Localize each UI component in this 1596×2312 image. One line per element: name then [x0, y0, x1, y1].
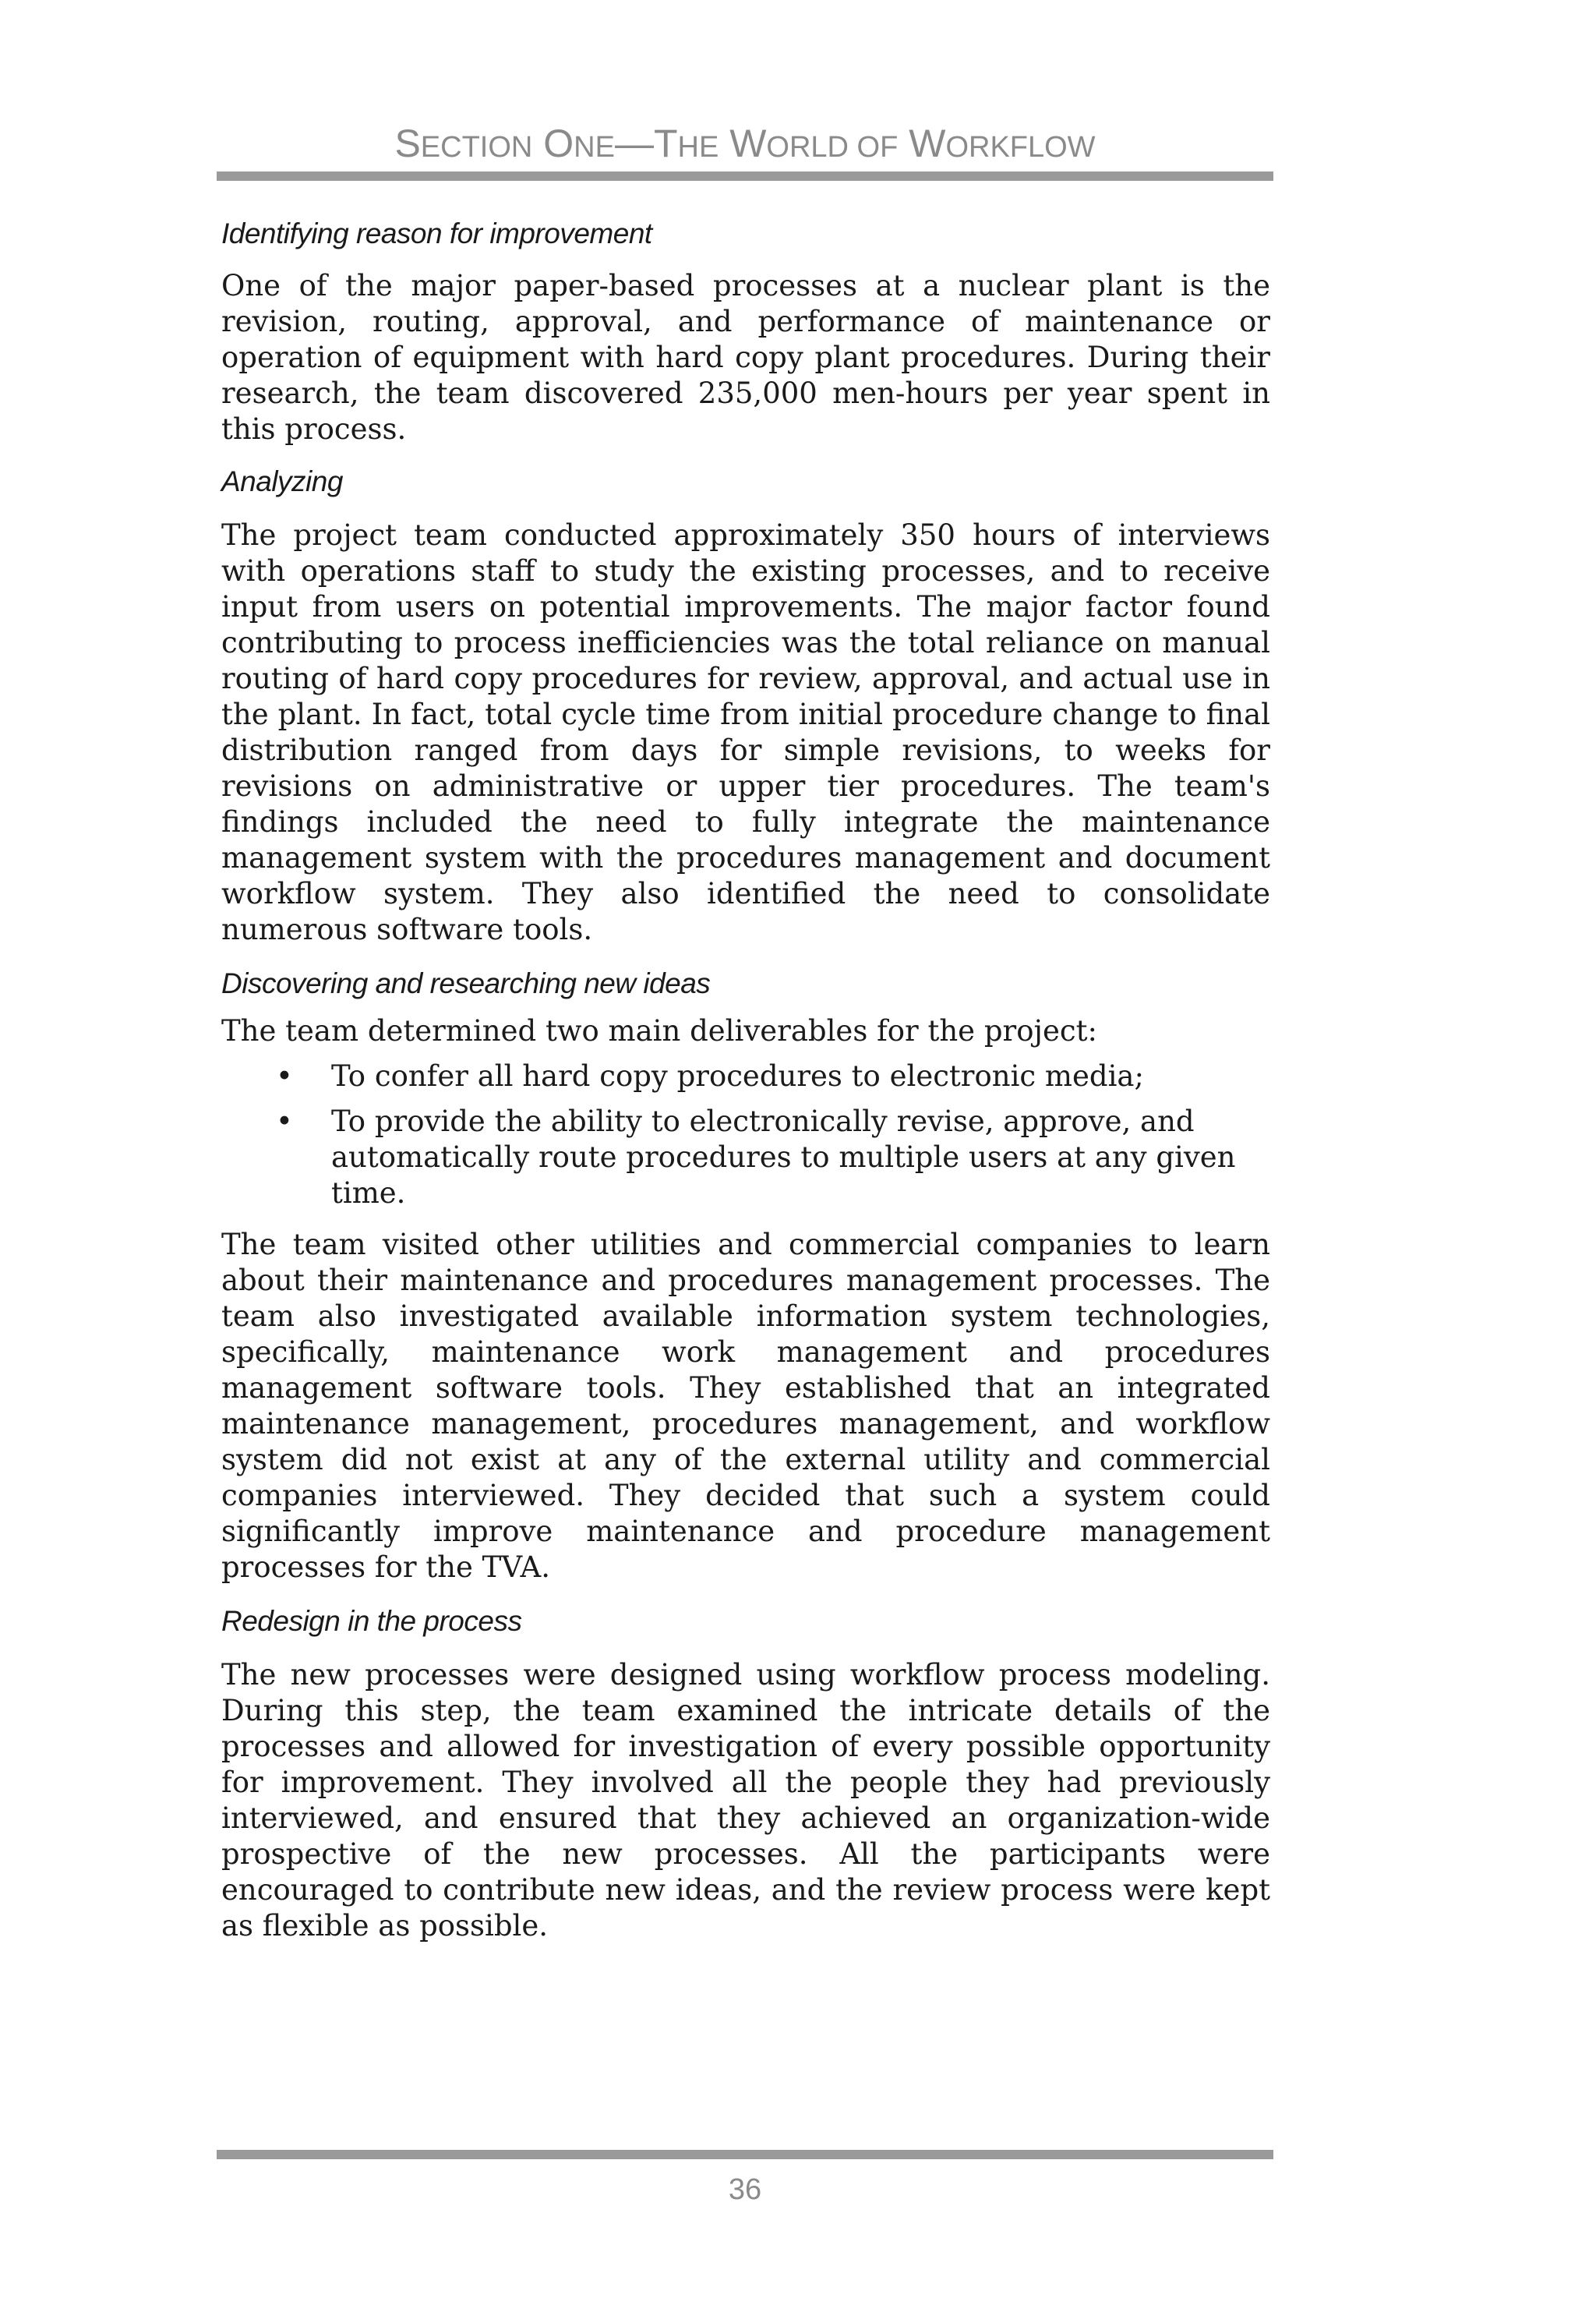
header-cap-o: O [543, 122, 574, 165]
header-text-ection: ECTION [420, 131, 533, 164]
section-heading-discovering: Discovering and researching new ideas [221, 967, 711, 999]
paragraph-discovering: The team visited other utilities and commercial companies to learn about their maintenance and procedures management processes. The team also investigated available information system technologies, specifically, maintenance work management and procedures management software tools. They established that an integrated maintenance management, procedures management, and workflow system did not exist at any of the external utility and commercial companies interviewed. They decided that such a system could significantly improve maintenance and procedure management processes for the TVA. [221, 1228, 1270, 1584]
running-header [217, 120, 1273, 171]
paragraph-deliverables-intro: The team determined two main deliverables for the project: [221, 1014, 1097, 1048]
section-heading-analyzing: Analyzing [221, 465, 343, 497]
list-item-text: To confer all hard copy procedures to electronic media; [331, 1059, 1144, 1093]
header-cap-w2: W [909, 122, 946, 165]
page-body [221, 215, 1270, 1944]
header-text-orkflow: ORKFLOW [945, 131, 1096, 164]
paragraph-identifying: One of the major paper-based processes at a nuclear plant is the revision, routing, approval, and performance of maintenance or operation of equipment with hard copy plant procedures. During their research, the team discovered 235,000 men-hours per year spent in this process. [221, 269, 1270, 446]
list-item [221, 1059, 1270, 1094]
bullet-glyph: • [276, 1105, 293, 1138]
header-text-ne: NE [574, 131, 615, 164]
section-heading-redesign: Redesign in the process [221, 1605, 522, 1637]
header-text-he: HE [677, 131, 719, 164]
footer-rule [217, 2150, 1273, 2159]
paragraph-analyzing: The project team conducted approximately 350 hours of interviews with operations staff to study the existing processes, and to receive input from users on potential improvements. The major factor found contributing to process inefficiencies was the total reliance on manual routing of hard copy procedures for review, approval, and actual use in the plant. In fact, total cycle time from initial procedure change to final distribution ranged from days for simple revisions, to weeks for revisions on administrative or upper tier procedures. The team's findings included the need to fully integrate the maintenance management system with the procedures management and document workflow system. They also identified the need to consolidate numerous software tools. [221, 518, 1270, 946]
header-rule [217, 171, 1273, 181]
list-item [221, 1104, 1270, 1211]
header-text-orld-of: ORLD OF [766, 131, 899, 164]
deliverables-list [221, 1059, 1270, 1211]
header-cap-s: S [394, 122, 421, 165]
header-dash: — [614, 122, 654, 165]
bullet-glyph: • [276, 1059, 293, 1093]
header-cap-w: W [729, 122, 767, 165]
section-heading-identifying: Identifying reason for improvement [221, 217, 652, 249]
list-item-text: To provide the ability to electronically revise, approve, and automatically route procedures to multiple users at any given time. [331, 1105, 1236, 1210]
page-number: 36 [728, 2173, 762, 2206]
paragraph-redesign: The new processes were designed using workflow process modeling. During this step, the team examined the intricate details of the processes and allowed for investigation of every possible opportunity for improvement. They involved all the people they had previously interviewed, and ensured that they achieved an organization-wide prospective of the new processes. All the participants were encouraged to contribute new ideas, and the review process were kept as flexible as possible. [221, 1658, 1270, 1943]
header-cap-t: T [653, 122, 678, 165]
